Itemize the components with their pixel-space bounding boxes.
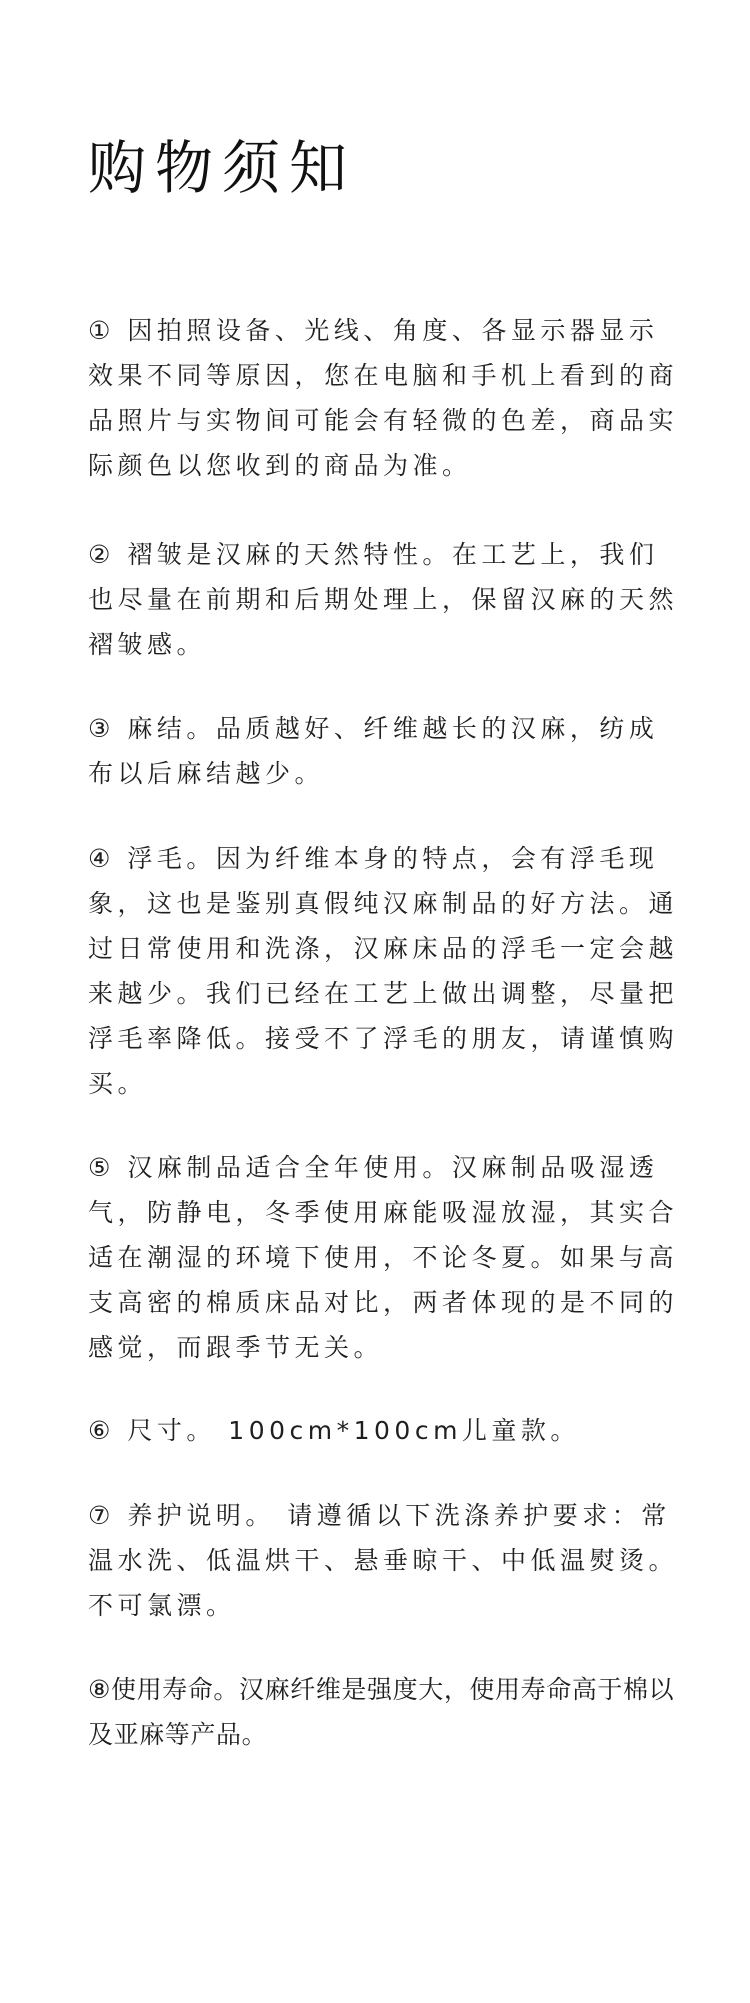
notice-item-care-instructions: ⑦ 养护说明。 请遵循以下洗涤养护要求：常温水洗、低温烘干、悬垂晾干、中低温熨烫。不可氯漂。 (88, 1501, 679, 1620)
notice-item-service-life: ⑧使用寿命。汉麻纤维是强度大，使用寿命高于棉以及亚麻等产品。 (88, 1675, 675, 1749)
notice-item-color-difference: ① 因拍照设备、光线、角度、各显示器显示效果不同等原因，您在电脑和手机上看到的商品照片与实物间可能会有轻微的色差，商品实际颜色以您收到的商品为准。 (88, 316, 679, 480)
notice-item-year-round-use: ⑤ 汉麻制品适合全年使用。汉麻制品吸湿透气，防静电，冬季使用麻能吸湿放湿，其实合适在潮湿的环境下使用，不论冬夏。如果与高支高密的棉质床品对比，两者体现的是不同的感觉，而跟季节无关。 (88, 1153, 679, 1362)
page-title: 购物须知 (88, 134, 357, 202)
notice-item-knots: ③ 麻结。品质越好、纤维越长的汉麻，纺成布以后麻结越少。 (88, 714, 659, 788)
notice-item-floating-fibers: ④ 浮毛。因为纤维本身的特点，会有浮毛现象，这也是鉴别真假纯汉麻制品的好方法。通过日常使用和洗涤，汉麻床品的浮毛一定会越来越少。我们已经在工艺上做出调整，尽量把浮毛率降低。接受不了浮毛的朋友，请谨慎购买。 (88, 844, 679, 1098)
notice-item-wrinkles: ② 褶皱是汉麻的天然特性。在工艺上，我们也尽量在前期和后期处理上，保留汉麻的天然褶皱感。 (88, 540, 679, 659)
notice-item-size: ⑥ 尺寸。 100cm*100cm儿童款。 (88, 1416, 580, 1445)
